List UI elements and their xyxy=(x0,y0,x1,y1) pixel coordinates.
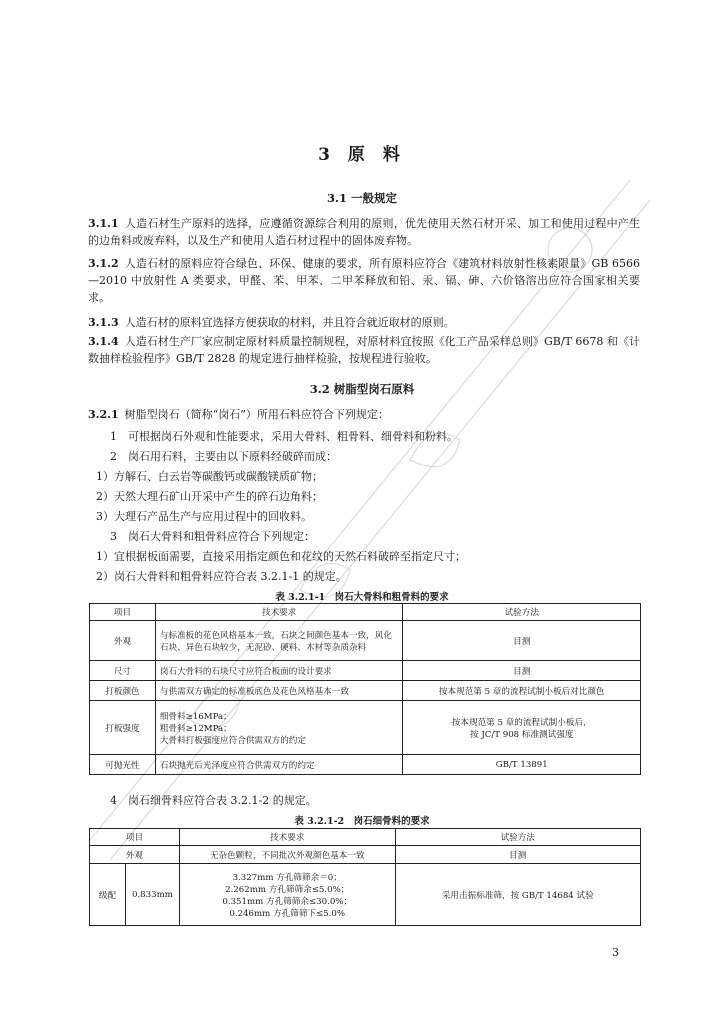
header-cell: 技术要求 xyxy=(155,604,403,621)
size-cell: 0.833mm xyxy=(125,864,179,926)
table-row xyxy=(90,846,641,864)
method-cell xyxy=(403,701,641,755)
table-header-row xyxy=(90,604,641,621)
item-cell: 外观 xyxy=(90,846,180,864)
header-cell: 试验方法 xyxy=(395,829,640,846)
item-cell: 打板颜色 xyxy=(90,681,156,701)
table-caption: 表 3.2.1-2 岗石细骨料的要求 xyxy=(294,816,430,827)
item-cell: 级配 xyxy=(90,864,126,926)
table-row xyxy=(90,661,641,681)
requirement-line: 2.262mm 方孔筛筛余≤5.0%； xyxy=(225,884,350,895)
table-3-2-1-2 xyxy=(89,828,641,926)
clause-text: 人造石材生产原料的选择，应遵循资源综合利用的原则，优先使用天然石材开采、加工和使用过程中产生的边角料或废弃料，以及生产和使用人造石材过程中的固体废弃物。 xyxy=(88,217,640,247)
clause-number: 3.1.2 xyxy=(88,257,119,270)
requirement-cell: 与供需双方确定的标准板底色及花色风格基本一致 xyxy=(155,681,403,701)
clause-3-1-2 xyxy=(88,255,640,306)
requirement-line: 细骨料≥16MPa； xyxy=(159,711,232,722)
chapter-title: 3 原 料 xyxy=(318,145,406,165)
clause-number: 3.1.3 xyxy=(88,316,119,329)
requirement-cell xyxy=(179,864,395,926)
clause-text: 人造石材生产厂家应制定原材料质量控制规程，对原材料宜按照《化工产品采样总则》GB/T 6678 和《计数抽样检验程序》GB/T 2828 的规定进行抽样检验，按规程进行验收。 xyxy=(88,335,640,365)
requirement-cell xyxy=(155,701,403,755)
clause-3-1-1 xyxy=(88,215,640,249)
requirement-cell: 与标准板的花色风格基本一致，石块之间颜色基本一致，风化石块、异色石块较少，无泥砂、硬料、木材等杂质杂料 xyxy=(155,621,403,661)
list-line: 1）方解石、白云岩等碳酸钙或碳酸镁质矿物； xyxy=(96,470,323,483)
list-line: 2 岗石用石料，主要由以下原料经破碎而成： xyxy=(110,450,337,463)
method-cell: 目测 xyxy=(395,846,640,864)
clause-text: 树脂型岗石（简称“岗石”）所用石料应符合下列规定： xyxy=(124,408,389,421)
table-row xyxy=(90,755,641,775)
clause-number: 3.2.1 xyxy=(88,408,119,421)
section-heading-3-2: 3.2 树脂型岗石原料 xyxy=(309,382,415,396)
requirement-cell: 无杂色颗粒，不同批次外观颜色基本一致 xyxy=(179,846,395,864)
table-caption: 表 3.2.1-1 岗石大骨料和粗骨料的要求 xyxy=(275,592,449,603)
table-row xyxy=(90,621,641,661)
list-line: 3）大理石产品生产与应用过程中的回收料。 xyxy=(96,510,312,523)
requirement-line: 3.327mm 方孔筛筛余＝0； xyxy=(232,872,342,883)
table-header-row xyxy=(90,829,641,846)
method-line: 按本规范第 5 章的流程试制小板后， xyxy=(451,717,592,728)
header-cell: 试验方法 xyxy=(403,604,641,621)
clause-text: 人造石材的原料应符合绿色、环保、健康的要求，所有原料应符合《建筑材料放射性核素限量》GB 6566—2010 中放射性 A 类要求，甲醛、苯、甲苯、二甲苯释放和铅、汞、镉、砷、六价铬溶出应符合国家相关要求。 xyxy=(88,257,640,304)
clause-3-1-3 xyxy=(88,314,640,331)
table-row xyxy=(90,701,641,755)
clause-3-1-4 xyxy=(88,333,640,367)
method-cell: 按本规范第 5 章的流程试制小板后对比颜色 xyxy=(403,681,641,701)
list-line: 2）天然大理石矿山开采中产生的碎石边角料； xyxy=(96,490,323,503)
page-number: 3 xyxy=(612,946,619,959)
item-cell: 尺寸 xyxy=(90,661,156,681)
method-cell: 采用击振标准筛，按 GB/T 14684 试验 xyxy=(395,864,640,926)
method-line: 按 JC/T 908 标准测试强度 xyxy=(470,729,574,740)
header-cell: 项目 xyxy=(90,604,156,621)
method-cell: 目测 xyxy=(403,661,641,681)
requirement-line: 0.246mm 方孔筛筛下≤5.0% xyxy=(229,908,346,919)
list-line: 2）岗石大骨料和粗骨料应符合表 3.2.1-1 的规定。 xyxy=(96,570,347,583)
header-cell: 项目 xyxy=(90,829,180,846)
item-cell: 外观 xyxy=(90,621,156,661)
list-line: 1）宜根据板面需要，直接采用指定颜色和花纹的天然石料破碎至指定尺寸； xyxy=(96,550,466,563)
table-row xyxy=(90,681,641,701)
list-line: 4 岗石细骨料应符合表 3.2.1-2 的规定。 xyxy=(110,794,317,807)
item-cell: 打板强度 xyxy=(90,701,156,755)
section-heading-3-1: 3.1 一般规定 xyxy=(326,191,397,205)
list-line: 3 岗石大骨料和粗骨料应符合下列规定： xyxy=(110,530,315,543)
method-cell: 目测 xyxy=(403,621,641,661)
table-3-2-1-1 xyxy=(89,603,641,775)
method-cell: GB/T 13891 xyxy=(403,755,641,775)
clause-3-2-1 xyxy=(88,406,640,423)
requirement-line: 0.351mm 方孔筛筛余≤30.0%； xyxy=(222,896,353,907)
requirement-cell: 石块抛光后光泽度应符合供需双方的约定 xyxy=(155,755,403,775)
clause-text: 人造石材的原料宜选择方便获取的材料，并且符合就近取材的原则。 xyxy=(124,316,455,329)
requirement-cell: 岗石大骨料的石块尺寸应符合板面的设计要求 xyxy=(155,661,403,681)
requirement-line: 大骨料打板强度应符合供需双方的约定 xyxy=(159,735,306,746)
header-cell: 技术要求 xyxy=(179,829,395,846)
list-line: 1 可根据岗石外观和性能要求，采用大骨料、粗骨料、细骨料和粉料。 xyxy=(110,430,458,443)
clause-number: 3.1.1 xyxy=(88,217,119,230)
requirement-line: 粗骨料≥12MPa； xyxy=(159,723,232,734)
table-row xyxy=(90,864,641,926)
clause-number: 3.1.4 xyxy=(88,335,119,348)
item-cell: 可抛光性 xyxy=(90,755,156,775)
